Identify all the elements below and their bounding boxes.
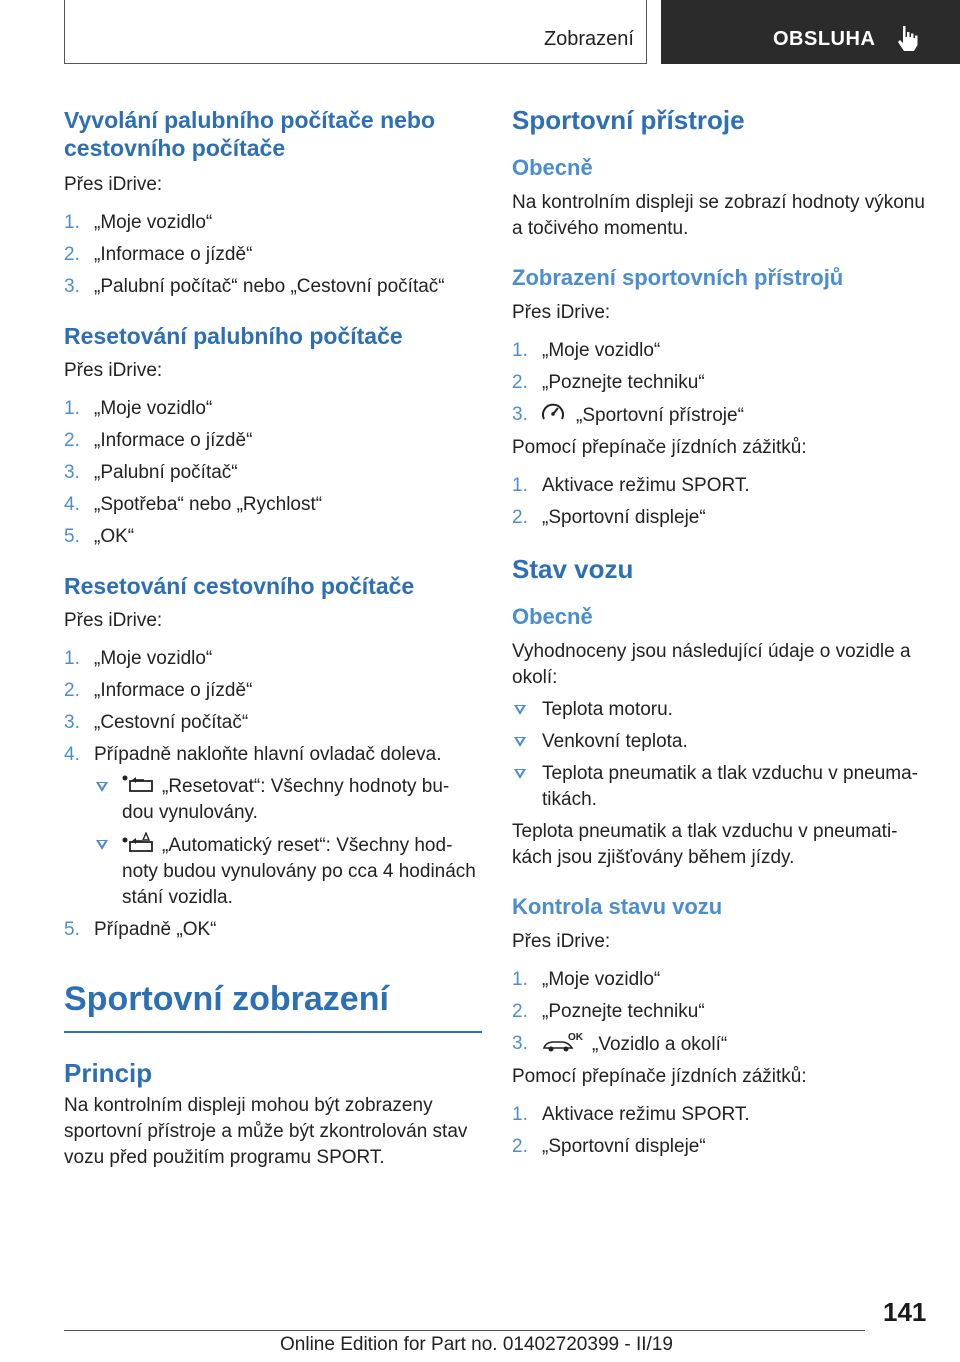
subsection-title: Zobrazení sportovních přístrojů <box>512 265 844 290</box>
section-title: Stav vozu <box>512 554 634 584</box>
list-item: 5. „OK“ <box>64 526 135 547</box>
list-item: 3. „Cestovní počítač“ <box>64 712 249 733</box>
list-item: 2. „Poznejte techniku“ <box>512 372 705 393</box>
hand-pointer-icon <box>895 24 921 52</box>
footer-divider <box>64 1330 865 1331</box>
svg-text:OK: OK <box>568 1032 583 1043</box>
list-item: 1. Aktivace režimu SPORT. <box>512 475 750 496</box>
steps-list <box>512 1102 928 1160</box>
triangle-bullet-icon <box>96 782 108 792</box>
list-item: Teplota pneumatik a tlak vzduchu v pneuma- tikách. <box>512 761 928 813</box>
body-text: Teplota pneumatik a tlak vzduchu v pneumati- <box>512 821 898 842</box>
body-text: okolí: <box>512 667 558 688</box>
steps-list <box>512 473 928 531</box>
header-section-title: Zobrazení <box>543 28 634 50</box>
list-item: 1. „Moje vozidlo“ <box>64 648 213 669</box>
list-item: 1. „Moje vozidlo“ <box>512 969 661 990</box>
triangle-bullet-icon <box>96 840 108 850</box>
steps-list <box>512 338 928 429</box>
steps-list <box>512 967 928 1058</box>
list-item: 4. „Spotřeba“ nebo „Rychlost“ <box>64 494 323 515</box>
car-ok-icon <box>542 1031 584 1053</box>
section-title: Princip <box>64 1058 153 1088</box>
list-item: 2. „Informace o jízdě“ <box>64 680 253 701</box>
bullet-list <box>512 697 928 813</box>
section-title: Resetování cestovního počítače <box>64 573 415 599</box>
triangle-bullet-icon <box>514 705 526 715</box>
intro-text: Pomocí přepínače jízdních zážitků: <box>512 437 807 458</box>
list-item: Venkovní teplota. <box>512 729 928 755</box>
header-chapter-box <box>661 0 960 64</box>
body-text: a točivého momentu. <box>512 218 689 239</box>
body-text: Na kontrolním displeji se zobrazí hodnoty výkonu <box>512 192 925 213</box>
section-title: Sportovní přístroje <box>512 105 745 135</box>
intro-text: Přes iDrive: <box>512 302 611 323</box>
subsection-title: Kontrola stavu vozu <box>512 894 723 919</box>
list-item: 3. „Palubní počítač“ nebo „Cestovní počítač“ <box>64 276 445 297</box>
intro-text: Přes iDrive: <box>64 360 163 381</box>
body-text: Na kontrolním displeji mohou být zobrazeny <box>64 1095 433 1116</box>
list-item: 1. Aktivace režimu SPORT. <box>512 1104 750 1125</box>
body-text: vozu před použitím programu SPORT. <box>64 1147 385 1168</box>
list-item: 1. „Moje vozidlo“ <box>512 340 661 361</box>
subsection-title: Obecně <box>512 604 593 629</box>
intro-text: Přes iDrive: <box>64 610 163 631</box>
gauge-icon <box>540 402 566 424</box>
triangle-bullet-icon <box>514 737 526 747</box>
chapter-heading: Sportovní zobrazení <box>64 980 389 1018</box>
header-chapter-title: OBSLUHA <box>773 28 876 50</box>
sub-list-item: „Resetovat“: Všechny hodnoty bu- dou vynulovány. <box>64 774 482 826</box>
steps-list <box>64 396 482 550</box>
list-item: 2. „Sportovní displeje“ <box>512 507 706 528</box>
triangle-bullet-icon <box>514 769 526 779</box>
list-item: 3. „Sportovní přístroje“ <box>512 404 744 426</box>
body-text: kách jsou zjišťovány během jízdy. <box>512 847 795 868</box>
page-number: 141 <box>883 1297 927 1327</box>
header-section-box <box>64 0 647 64</box>
section-title: Resetování palubního počítače <box>64 323 403 349</box>
auto-reset-icon <box>122 832 156 854</box>
reset-icon <box>122 775 156 795</box>
body-text: sportovní přístroje a může být zkontrolován stav <box>64 1121 468 1142</box>
subsection-title: Obecně <box>512 155 593 180</box>
steps-list <box>64 646 482 943</box>
list-item: 3. „Palubní počítač“ <box>64 462 238 483</box>
section-title: Vyvolání palubního počítače nebo cestovního počítače <box>64 107 436 161</box>
sub-list-item: „Automatický reset“: Všechny hod- noty budou vynulovány po cca 4 hodinách stání vozidla. <box>64 832 482 911</box>
list-item: 1. „Moje vozidlo“ <box>64 212 213 233</box>
right-column <box>512 100 928 1160</box>
intro-text: Přes iDrive: <box>64 174 163 195</box>
list-item: 2. „Informace o jízdě“ <box>64 244 253 265</box>
intro-text: Pomocí přepínače jízdních zážitků: <box>512 1066 807 1087</box>
list-item: 4. Případně nakloňte hlavní ovladač doleva. <box>64 744 442 765</box>
steps-list <box>64 210 482 300</box>
list-item: 2. „Sportovní displeje“ <box>512 1136 706 1157</box>
footer-edition: Online Edition for Part no. 01402720399 - II/19 <box>280 1334 673 1355</box>
list-item: 2. „Poznejte techniku“ <box>512 1001 705 1022</box>
list-item: Teplota motoru. <box>512 697 928 723</box>
intro-text: Přes iDrive: <box>512 931 611 952</box>
list-item: 1. „Moje vozidlo“ <box>64 398 213 419</box>
body-text: Vyhodnoceny jsou následující údaje o vozidle a <box>512 641 911 662</box>
list-item: 3. OK „Vozidlo a okolí“ <box>512 1032 728 1055</box>
left-column <box>64 100 482 1171</box>
list-item: 2. „Informace o jízdě“ <box>64 430 253 451</box>
list-item: 5. Případně „OK“ <box>64 919 217 940</box>
